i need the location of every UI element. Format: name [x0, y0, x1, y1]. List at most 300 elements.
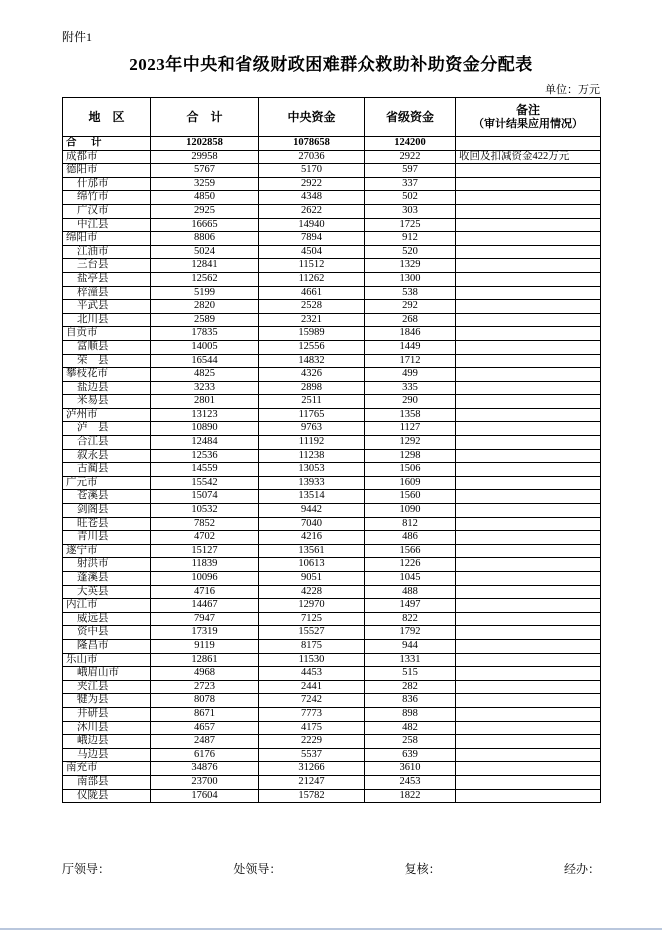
- region-cell: 攀枝花市: [63, 368, 151, 382]
- table-row: [63, 177, 601, 191]
- remark-cell: [456, 449, 601, 463]
- table-row: [63, 789, 601, 803]
- total-cell: 4825: [151, 368, 259, 382]
- table-header: [63, 98, 601, 137]
- region-cell: 什邡市: [63, 177, 151, 191]
- total-cell: 3233: [151, 381, 259, 395]
- central-fund-cell: 7773: [259, 707, 365, 721]
- remark-cell: [456, 558, 601, 572]
- table-row: [63, 191, 601, 205]
- central-fund-cell: 2441: [259, 680, 365, 694]
- provincial-fund-cell: 290: [365, 395, 456, 409]
- region-cell: 广元市: [63, 476, 151, 490]
- remark-cell: [456, 286, 601, 300]
- remark-cell: [456, 612, 601, 626]
- central-fund-cell: 11765: [259, 408, 365, 422]
- region-cell: 荣 县: [63, 354, 151, 368]
- table-row: [63, 463, 601, 477]
- region-cell: 成都市: [63, 150, 151, 164]
- provincial-fund-cell: 1506: [365, 463, 456, 477]
- total-cell: 8078: [151, 694, 259, 708]
- central-fund-cell: 15527: [259, 626, 365, 640]
- region-cell: 威远县: [63, 612, 151, 626]
- central-fund-cell: 9051: [259, 572, 365, 586]
- central-fund-cell: 10613: [259, 558, 365, 572]
- remark-cell: [456, 463, 601, 477]
- provincial-fund-cell: 515: [365, 667, 456, 681]
- provincial-fund-cell: 502: [365, 191, 456, 205]
- table-row: [63, 286, 601, 300]
- total-cell: 15127: [151, 544, 259, 558]
- table-row: [63, 694, 601, 708]
- central-fund-cell: 13933: [259, 476, 365, 490]
- remark-cell: [456, 245, 601, 259]
- total-cell: 12562: [151, 272, 259, 286]
- region-cell: 三台县: [63, 259, 151, 273]
- total-cell: 2723: [151, 680, 259, 694]
- provincial-fund-cell: 1560: [365, 490, 456, 504]
- table-row: [63, 667, 601, 681]
- table-row: [63, 544, 601, 558]
- central-fund-cell: 14940: [259, 218, 365, 232]
- table-row: [63, 259, 601, 273]
- remark-cell: [456, 721, 601, 735]
- remark-cell: [456, 626, 601, 640]
- remark-cell: [456, 653, 601, 667]
- col-header-provincial: 省级资金: [365, 98, 456, 137]
- table-row: [63, 327, 601, 341]
- remark-cell: [456, 667, 601, 681]
- region-cell: 犍为县: [63, 694, 151, 708]
- total-cell: 5767: [151, 164, 259, 178]
- provincial-fund-cell: 1725: [365, 218, 456, 232]
- total-cell: 4716: [151, 585, 259, 599]
- central-fund-cell: 14832: [259, 354, 365, 368]
- central-fund-cell: 2321: [259, 313, 365, 327]
- region-cell: 南充市: [63, 762, 151, 776]
- region-cell: 泸 县: [63, 422, 151, 436]
- total-cell: 14467: [151, 599, 259, 613]
- provincial-fund-cell: 2922: [365, 150, 456, 164]
- table-row: [63, 490, 601, 504]
- table-row: [63, 395, 601, 409]
- total-cell: 14559: [151, 463, 259, 477]
- remark-cell: [456, 381, 601, 395]
- region-cell: 德阳市: [63, 164, 151, 178]
- region-cell: 绵阳市: [63, 232, 151, 246]
- remark-cell: [456, 218, 601, 232]
- provincial-fund-cell: 1609: [365, 476, 456, 490]
- remark-cell: 收回及扣减资金422万元: [456, 150, 601, 164]
- table-row: [63, 436, 601, 450]
- remark-cell: [456, 639, 601, 653]
- remark-cell: [456, 368, 601, 382]
- provincial-fund-cell: 488: [365, 585, 456, 599]
- remark-cell: [456, 544, 601, 558]
- provincial-fund-cell: 282: [365, 680, 456, 694]
- region-cell: 沐川县: [63, 721, 151, 735]
- provincial-fund-cell: 538: [365, 286, 456, 300]
- table-row: [63, 232, 601, 246]
- total-cell: 17835: [151, 327, 259, 341]
- central-fund-cell: 12556: [259, 340, 365, 354]
- remark-cell: [456, 232, 601, 246]
- total-cell: 14005: [151, 340, 259, 354]
- central-fund-cell: 9442: [259, 504, 365, 518]
- remark-cell: [456, 531, 601, 545]
- region-cell: 梓潼县: [63, 286, 151, 300]
- region-cell: 江油市: [63, 245, 151, 259]
- central-fund-cell: 27036: [259, 150, 365, 164]
- central-fund-cell: 13514: [259, 490, 365, 504]
- table-row: [63, 585, 601, 599]
- provincial-fund-cell: 482: [365, 721, 456, 735]
- central-fund-cell: 4326: [259, 368, 365, 382]
- central-fund-cell: 7894: [259, 232, 365, 246]
- remark-cell: [456, 408, 601, 422]
- region-cell: 资中县: [63, 626, 151, 640]
- provincial-fund-cell: 1792: [365, 626, 456, 640]
- provincial-fund-cell: 303: [365, 204, 456, 218]
- central-fund-cell: 2511: [259, 395, 365, 409]
- region-cell: 射洪市: [63, 558, 151, 572]
- central-fund-cell: 2898: [259, 381, 365, 395]
- total-cell: 4702: [151, 531, 259, 545]
- provincial-fund-cell: 822: [365, 612, 456, 626]
- central-fund-cell: 8175: [259, 639, 365, 653]
- central-fund-cell: 5170: [259, 164, 365, 178]
- total-cell: 10890: [151, 422, 259, 436]
- remark-cell: [456, 300, 601, 314]
- total-cell: 2820: [151, 300, 259, 314]
- col-header-total: 合 计: [151, 98, 259, 137]
- total-cell: 4968: [151, 667, 259, 681]
- central-fund-cell: 4504: [259, 245, 365, 259]
- table-row: [63, 707, 601, 721]
- total-cell: 11839: [151, 558, 259, 572]
- provincial-fund-cell: 268: [365, 313, 456, 327]
- central-fund-cell: 7125: [259, 612, 365, 626]
- table-row: [63, 313, 601, 327]
- central-fund-cell: 21247: [259, 775, 365, 789]
- provincial-fund-cell: 944: [365, 639, 456, 653]
- remark-cell: [456, 789, 601, 803]
- region-cell: 古蔺县: [63, 463, 151, 477]
- region-cell: 泸州市: [63, 408, 151, 422]
- region-cell: 合江县: [63, 436, 151, 450]
- region-cell: 乐山市: [63, 653, 151, 667]
- region-cell: 苍溪县: [63, 490, 151, 504]
- region-cell: 大英县: [63, 585, 151, 599]
- region-cell: 平武县: [63, 300, 151, 314]
- table-row: [63, 626, 601, 640]
- region-cell: 夹江县: [63, 680, 151, 694]
- total-cell: 10096: [151, 572, 259, 586]
- region-cell: 绵竹市: [63, 191, 151, 205]
- allocation-table: [62, 97, 601, 803]
- remark-cell: [456, 585, 601, 599]
- remark-cell: [456, 340, 601, 354]
- region-cell: 井研县: [63, 707, 151, 721]
- central-fund-cell: 5537: [259, 748, 365, 762]
- region-cell: 旺苍县: [63, 517, 151, 531]
- header-row: [63, 98, 601, 137]
- remark-cell: [456, 572, 601, 586]
- total-cell: 29958: [151, 150, 259, 164]
- central-fund-cell: 11192: [259, 436, 365, 450]
- central-fund-cell: 4661: [259, 286, 365, 300]
- provincial-fund-cell: 1329: [365, 259, 456, 273]
- table-row: [63, 354, 601, 368]
- remark-cell: [456, 707, 601, 721]
- region-cell: 米易县: [63, 395, 151, 409]
- total-cell: 13123: [151, 408, 259, 422]
- attachment-label: 附件1: [62, 30, 93, 44]
- total-cell: 7852: [151, 517, 259, 531]
- table-row: [63, 272, 601, 286]
- total-cell: 15542: [151, 476, 259, 490]
- central-fund-cell: 13053: [259, 463, 365, 477]
- remark-cell: [456, 775, 601, 789]
- col-header-central: 中央资金: [259, 98, 365, 137]
- central-fund-cell: 31266: [259, 762, 365, 776]
- provincial-fund-cell: 912: [365, 232, 456, 246]
- provincial-fund-cell: 836: [365, 694, 456, 708]
- remark-cell: [456, 137, 601, 151]
- region-cell: 自贡市: [63, 327, 151, 341]
- provincial-fund-cell: 639: [365, 748, 456, 762]
- total-cell: 17604: [151, 789, 259, 803]
- total-cell: 2487: [151, 735, 259, 749]
- col-header-remark-line1: 备注: [515, 102, 540, 117]
- region-cell: 盐亭县: [63, 272, 151, 286]
- table-row: [63, 340, 601, 354]
- total-cell: 12484: [151, 436, 259, 450]
- table-row: [63, 775, 601, 789]
- remark-cell: [456, 204, 601, 218]
- remark-cell: [456, 259, 601, 273]
- table-row: [63, 504, 601, 518]
- remark-cell: [456, 164, 601, 178]
- provincial-fund-cell: 1822: [365, 789, 456, 803]
- provincial-fund-cell: 1127: [365, 422, 456, 436]
- region-cell: 遂宁市: [63, 544, 151, 558]
- total-cell: 5024: [151, 245, 259, 259]
- total-cell: 12536: [151, 449, 259, 463]
- window-bottom-border: [0, 928, 662, 930]
- provincial-fund-cell: 1449: [365, 340, 456, 354]
- total-cell: 5199: [151, 286, 259, 300]
- central-fund-cell: 11262: [259, 272, 365, 286]
- region-cell: 广汉市: [63, 204, 151, 218]
- total-cell: 6176: [151, 748, 259, 762]
- central-fund-cell: 15782: [259, 789, 365, 803]
- total-cell: 2925: [151, 204, 259, 218]
- col-header-region: 地 区: [63, 98, 151, 137]
- region-cell: 合 计: [63, 137, 151, 151]
- remark-cell: [456, 476, 601, 490]
- central-fund-cell: 12970: [259, 599, 365, 613]
- region-cell: 叙永县: [63, 449, 151, 463]
- remark-cell: [456, 327, 601, 341]
- total-cell: 15074: [151, 490, 259, 504]
- provincial-fund-cell: 1358: [365, 408, 456, 422]
- central-fund-cell: 2922: [259, 177, 365, 191]
- table-row: [63, 762, 601, 776]
- region-cell: 蓬溪县: [63, 572, 151, 586]
- total-cell: 12841: [151, 259, 259, 273]
- table-row: [63, 422, 601, 436]
- total-cell: 2801: [151, 395, 259, 409]
- provincial-fund-cell: 1292: [365, 436, 456, 450]
- remark-cell: [456, 436, 601, 450]
- remark-cell: [456, 599, 601, 613]
- table-row: [63, 150, 601, 164]
- total-cell: 3259: [151, 177, 259, 191]
- central-fund-cell: 9763: [259, 422, 365, 436]
- table-row: [63, 408, 601, 422]
- provincial-fund-cell: 1226: [365, 558, 456, 572]
- total-cell: 1202858: [151, 137, 259, 151]
- remark-cell: [456, 504, 601, 518]
- total-cell: 8806: [151, 232, 259, 246]
- remark-cell: [456, 313, 601, 327]
- region-cell: 剑阁县: [63, 504, 151, 518]
- central-fund-cell: 4216: [259, 531, 365, 545]
- table-row: [63, 218, 601, 232]
- remark-cell: [456, 191, 601, 205]
- provincial-fund-cell: 898: [365, 707, 456, 721]
- provincial-fund-cell: 258: [365, 735, 456, 749]
- provincial-fund-cell: 597: [365, 164, 456, 178]
- total-cell: 9119: [151, 639, 259, 653]
- central-fund-cell: 11512: [259, 259, 365, 273]
- central-fund-cell: 11238: [259, 449, 365, 463]
- provincial-fund-cell: 124200: [365, 137, 456, 151]
- remark-cell: [456, 748, 601, 762]
- remark-cell: [456, 354, 601, 368]
- region-cell: 中江县: [63, 218, 151, 232]
- table-row: [63, 748, 601, 762]
- remark-cell: [456, 517, 601, 531]
- table-row: [63, 612, 601, 626]
- central-fund-cell: 4348: [259, 191, 365, 205]
- total-cell: 17319: [151, 626, 259, 640]
- region-cell: 马边县: [63, 748, 151, 762]
- table-row: [63, 680, 601, 694]
- remark-cell: [456, 422, 601, 436]
- remark-cell: [456, 395, 601, 409]
- table-row: [63, 449, 601, 463]
- region-cell: 仪陇县: [63, 789, 151, 803]
- total-cell: 16665: [151, 218, 259, 232]
- central-fund-cell: 4453: [259, 667, 365, 681]
- total-cell: 8671: [151, 707, 259, 721]
- region-cell: 内江市: [63, 599, 151, 613]
- table-row: [63, 721, 601, 735]
- page-title: 2023年中央和省级财政困难群众救助补助资金分配表: [129, 55, 533, 74]
- signature-label-division-head: 处领导：: [233, 862, 282, 876]
- region-cell: 隆昌市: [63, 639, 151, 653]
- table-row: [63, 558, 601, 572]
- total-cell: 12861: [151, 653, 259, 667]
- provincial-fund-cell: 1497: [365, 599, 456, 613]
- provincial-fund-cell: 812: [365, 517, 456, 531]
- provincial-fund-cell: 1045: [365, 572, 456, 586]
- signature-row: [62, 860, 600, 877]
- remark-cell: [456, 762, 601, 776]
- central-fund-cell: 2229: [259, 735, 365, 749]
- remark-cell: [456, 490, 601, 504]
- central-fund-cell: 15989: [259, 327, 365, 341]
- table-row: [63, 245, 601, 259]
- provincial-fund-cell: 292: [365, 300, 456, 314]
- total-cell: 34876: [151, 762, 259, 776]
- region-cell: 富顺县: [63, 340, 151, 354]
- provincial-fund-cell: 1712: [365, 354, 456, 368]
- central-fund-cell: 7242: [259, 694, 365, 708]
- table-row: [63, 368, 601, 382]
- total-cell: 23700: [151, 775, 259, 789]
- table-row: [63, 572, 601, 586]
- signature-label-department-head: 厅领导：: [62, 862, 111, 876]
- total-cell: 4850: [151, 191, 259, 205]
- remark-cell: [456, 680, 601, 694]
- provincial-fund-cell: 3610: [365, 762, 456, 776]
- total-row: [63, 137, 601, 151]
- signature-label-reviewer: 复核：: [404, 862, 441, 876]
- region-cell: 峨眉山市: [63, 667, 151, 681]
- provincial-fund-cell: 1090: [365, 504, 456, 518]
- central-fund-cell: 2622: [259, 204, 365, 218]
- region-cell: 北川县: [63, 313, 151, 327]
- unit-label: 单位：万元: [545, 84, 600, 96]
- table-row: [63, 599, 601, 613]
- remark-cell: [456, 694, 601, 708]
- total-cell: 2589: [151, 313, 259, 327]
- remark-cell: [456, 735, 601, 749]
- region-cell: 南部县: [63, 775, 151, 789]
- region-cell: 盐边县: [63, 381, 151, 395]
- table-row: [63, 476, 601, 490]
- central-fund-cell: 2528: [259, 300, 365, 314]
- table-row: [63, 300, 601, 314]
- region-cell: 青川县: [63, 531, 151, 545]
- central-fund-cell: 11530: [259, 653, 365, 667]
- provincial-fund-cell: 1566: [365, 544, 456, 558]
- total-cell: 16544: [151, 354, 259, 368]
- total-cell: 10532: [151, 504, 259, 518]
- provincial-fund-cell: 1331: [365, 653, 456, 667]
- total-cell: 7947: [151, 612, 259, 626]
- central-fund-cell: 4228: [259, 585, 365, 599]
- signature-label-handler: 经办：: [563, 862, 600, 876]
- provincial-fund-cell: 335: [365, 381, 456, 395]
- provincial-fund-cell: 1298: [365, 449, 456, 463]
- col-header-remark: [456, 98, 601, 137]
- central-fund-cell: 13561: [259, 544, 365, 558]
- table-row: [63, 653, 601, 667]
- region-cell: 峨边县: [63, 735, 151, 749]
- provincial-fund-cell: 520: [365, 245, 456, 259]
- remark-cell: [456, 177, 601, 191]
- provincial-fund-cell: 2453: [365, 775, 456, 789]
- provincial-fund-cell: 337: [365, 177, 456, 191]
- provincial-fund-cell: 1300: [365, 272, 456, 286]
- table-row: [63, 517, 601, 531]
- central-fund-cell: 7040: [259, 517, 365, 531]
- table-row: [63, 639, 601, 653]
